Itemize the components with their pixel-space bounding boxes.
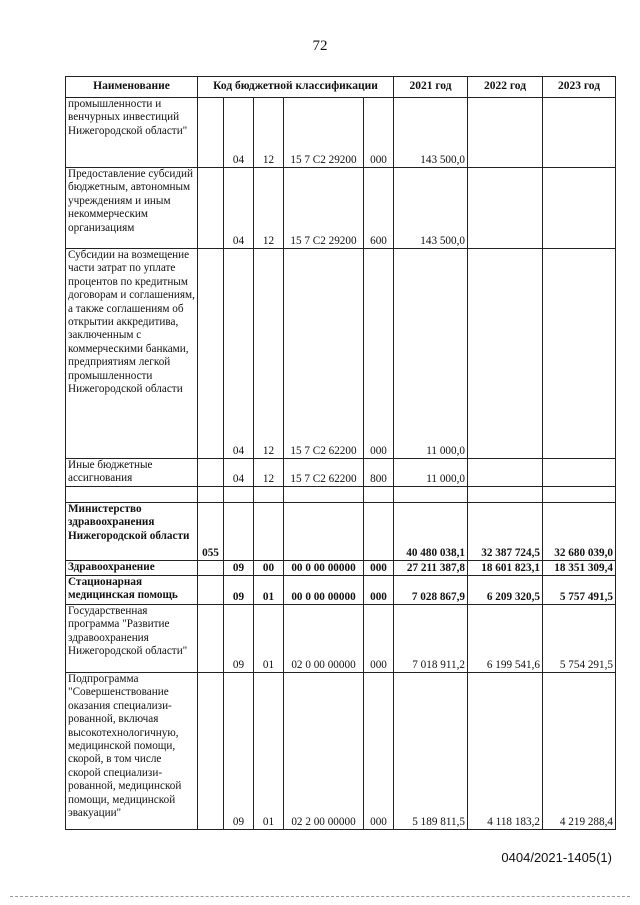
row-2022: 6 209 320,5: [468, 576, 543, 605]
row-2022: 18 601 823,1: [468, 561, 543, 576]
row-2023: 5 754 291,5: [543, 605, 616, 673]
page-number: 72: [312, 38, 328, 54]
row-name: Здравоохранение: [66, 561, 198, 576]
row-2021: 143 500,0: [394, 168, 468, 249]
row-csr: 02 0 00 00000: [284, 605, 364, 673]
row-rz: [224, 503, 254, 561]
row-pr: 12: [254, 168, 284, 249]
row-vr: 000: [364, 561, 394, 576]
row-ved: [198, 561, 224, 576]
table-row-ministry: [66, 503, 616, 561]
row-2022: 6 199 541,6: [468, 605, 543, 673]
row-vr: 600: [364, 168, 394, 249]
row-vr: 000: [364, 98, 394, 168]
table-row-empty: [66, 487, 616, 503]
table-row: [66, 576, 616, 605]
row-csr: 15 7 С2 29200: [284, 168, 364, 249]
row-ved: [198, 576, 224, 605]
row-name: [66, 487, 198, 503]
row-name: Предоставление субсидий бюджетным, автономным учреждениям и иным некоммерческим организациям: [66, 168, 198, 249]
row-rz: 09: [224, 673, 254, 830]
row-pr: 01: [254, 576, 284, 605]
row-2022: [468, 168, 543, 249]
row-2021: 27 211 387,8: [394, 561, 468, 576]
row-name: Подпрограмма "Совершенствование оказания специализи-рованной, включая высокотехнологичную, медицинской помощи, скорой, в том числе скорой специализи-рованной, медицинской помощи, медицинской эвакуации": [66, 673, 198, 830]
row-pr: [254, 487, 284, 503]
row-2021: 7 028 867,9: [394, 576, 468, 605]
row-ved: [198, 605, 224, 673]
row-pr: 12: [254, 98, 284, 168]
row-2022: [468, 459, 543, 487]
table-row: [66, 605, 616, 673]
row-vr: 800: [364, 459, 394, 487]
row-name: Иные бюджетные ассигнования: [66, 459, 198, 487]
row-csr: [284, 503, 364, 561]
row-name: Государственная программа "Развитие здравоохранения Нижегородской области": [66, 605, 198, 673]
row-rz: 04: [224, 168, 254, 249]
row-vr: [364, 487, 394, 503]
header-2021: 2021 год: [394, 77, 468, 98]
row-ved: 055: [198, 503, 224, 561]
row-2023: [543, 487, 616, 503]
row-2023: [543, 98, 616, 168]
table-row: [66, 459, 616, 487]
document-code: 0404/2021-1405(1): [501, 850, 612, 865]
budget-table: [65, 76, 616, 830]
row-rz: 09: [224, 561, 254, 576]
row-2023: 32 680 039,0: [543, 503, 616, 561]
row-2023: [543, 459, 616, 487]
row-2022: 32 387 724,5: [468, 503, 543, 561]
row-2023: 5 757 491,5: [543, 576, 616, 605]
header-row: [66, 77, 616, 98]
row-2022: [468, 487, 543, 503]
row-csr: 00 0 00 00000: [284, 561, 364, 576]
scan-edge-divider: [10, 896, 630, 897]
row-ved: [198, 673, 224, 830]
row-name: Министерство здравоохранения Нижегородской области: [66, 503, 198, 561]
row-csr: [284, 487, 364, 503]
row-2023: 18 351 309,4: [543, 561, 616, 576]
row-name: Стационарная медицинская помощь: [66, 576, 198, 605]
row-vr: 000: [364, 576, 394, 605]
row-ved: [198, 98, 224, 168]
header-name: Наименование: [66, 77, 198, 98]
row-rz: 04: [224, 459, 254, 487]
row-name: промышленности и венчурных инвестиций Нижегородской области": [66, 98, 198, 168]
row-pr: 12: [254, 249, 284, 459]
row-ved: [198, 459, 224, 487]
row-2023: [543, 168, 616, 249]
row-pr: 00: [254, 561, 284, 576]
row-2023: 4 219 288,4: [543, 673, 616, 830]
row-pr: 01: [254, 673, 284, 830]
row-csr: 02 2 00 00000: [284, 673, 364, 830]
row-csr: 15 7 С2 62200: [284, 249, 364, 459]
row-rz: 09: [224, 605, 254, 673]
row-2022: [468, 98, 543, 168]
row-2021: 11 000,0: [394, 249, 468, 459]
row-pr: 01: [254, 605, 284, 673]
row-pr: 12: [254, 459, 284, 487]
row-csr: 15 7 С2 29200: [284, 98, 364, 168]
row-vr: 000: [364, 605, 394, 673]
row-csr: 15 7 С2 62200: [284, 459, 364, 487]
row-vr: 000: [364, 249, 394, 459]
table-row: [66, 98, 616, 168]
row-rz: 09: [224, 576, 254, 605]
row-pr: [254, 503, 284, 561]
row-2023: [543, 249, 616, 459]
table-row: [66, 561, 616, 576]
row-ved: [198, 168, 224, 249]
row-rz: 04: [224, 249, 254, 459]
row-ved: [198, 487, 224, 503]
row-vr: 000: [364, 673, 394, 830]
row-rz: [224, 487, 254, 503]
table-row: [66, 673, 616, 830]
row-name: Субсидии на возмещение части затрат по уплате процентов по кредитным договорам и соглашениям, а также соглашениям об открытии аккредитива, заключенным с коммерческими банками, предприятиям легкой промышленности Нижегородской области: [66, 249, 198, 459]
table-row: [66, 168, 616, 249]
row-vr: [364, 503, 394, 561]
row-ved: [198, 249, 224, 459]
table-row: [66, 249, 616, 459]
header-2023: 2023 год: [543, 77, 616, 98]
row-csr: 00 0 00 00000: [284, 576, 364, 605]
row-2022: 4 118 183,2: [468, 673, 543, 830]
row-2021: [394, 487, 468, 503]
row-rz: 04: [224, 98, 254, 168]
row-2022: [468, 249, 543, 459]
row-2021: 143 500,0: [394, 98, 468, 168]
row-2021: 40 480 038,1: [394, 503, 468, 561]
header-code: Код бюджетной классификации: [198, 77, 394, 98]
row-2021: 5 189 811,5: [394, 673, 468, 830]
row-2021: 7 018 911,2: [394, 605, 468, 673]
header-2022: 2022 год: [468, 77, 543, 98]
row-2021: 11 000,0: [394, 459, 468, 487]
